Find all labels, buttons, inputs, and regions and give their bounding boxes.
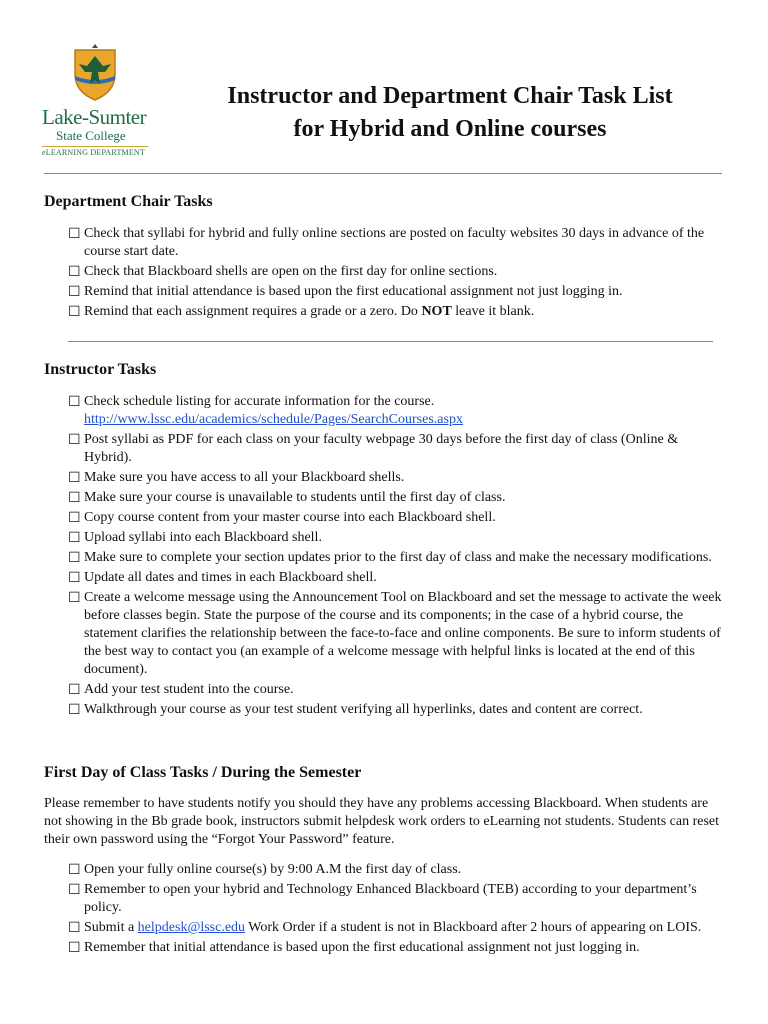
logo-line-state-college: State College — [56, 128, 126, 143]
list-item — [68, 589, 728, 679]
checkbox-icon[interactable]: ☐ — [68, 941, 81, 956]
checkbox-icon[interactable]: ☐ — [68, 883, 81, 898]
item-text: Check schedule listing for accurate information for the course. — [84, 394, 435, 409]
checkbox-icon[interactable]: ☐ — [68, 591, 81, 606]
item-text: Remember that initial attendance is based upon the first educational assignment not just logging in. — [84, 940, 640, 955]
schedule-link[interactable]: http://www.lssc.edu/academics/schedule/Pages/SearchCourses.aspx — [84, 412, 463, 427]
college-logo — [42, 44, 152, 157]
item-text: Remember to open your hybrid and Technology Enhanced Blackboard (TEB) according to your department’s policy. — [84, 882, 697, 915]
item-text: Make sure to complete your section updates prior to the first day of class and make the necessary modifications. — [84, 550, 712, 565]
logo-divider — [42, 146, 148, 147]
checkbox-icon[interactable]: ☐ — [68, 227, 81, 242]
item-text: Create a welcome message using the Announcement Tool on Blackboard and set the message to activate the week before classes begin. State the purpose of the course and its components; in the case of a hybrid course, the statement clarifies the relationship between the face-to-face and online components. Be sure to inform students of the best way to contact you (an example of a welcome message with helpful links is located at the end of this document). — [84, 590, 722, 677]
helpdesk-email-link[interactable]: helpdesk@lssc.edu — [137, 920, 246, 935]
checkbox-icon[interactable]: ☐ — [68, 491, 81, 506]
item-text: Make sure your course is unavailable to students until the first day of class. — [84, 490, 506, 505]
checkbox-icon[interactable]: ☐ — [68, 703, 81, 718]
logo-line-lake-sumter: Lake-Sumter — [42, 105, 147, 129]
instructor-heading: Instructor Tasks — [44, 361, 157, 378]
first-day-task-list — [68, 861, 728, 959]
item-text: Walkthrough your course as your test student verifying all hyperlinks, dates and content are correct. — [84, 702, 643, 717]
list-item — [68, 529, 728, 547]
item-text: Copy course content from your master course into each Blackboard shell. — [84, 510, 496, 525]
checkbox-icon[interactable]: ☐ — [68, 285, 81, 300]
list-item — [68, 431, 728, 467]
document-title — [170, 80, 730, 146]
first-day-paragraph: Please remember to have students notify you should they have any problems accessing Blackboard. When students are not showing in the Bb grade book, instructors submit helpdesk work orders to eLearning not students. Students can reset their own password using the “Forgot Your Password” feature. — [44, 796, 720, 847]
item-text: Make sure you have access to all your Blackboard shells. — [84, 470, 405, 485]
list-item — [68, 701, 728, 719]
title-line-2: for Hybrid and Online courses — [293, 116, 607, 142]
list-item — [68, 225, 728, 261]
list-item — [68, 509, 728, 527]
checkbox-icon[interactable]: ☐ — [68, 571, 81, 586]
section-divider — [68, 341, 713, 342]
title-divider — [44, 173, 722, 174]
list-item — [68, 303, 728, 321]
checkbox-icon[interactable]: ☐ — [68, 683, 81, 698]
item-text: Update all dates and times in each Blackboard shell. — [84, 570, 377, 585]
item-text: Upload syllabi into each Blackboard shell. — [84, 530, 322, 545]
list-item — [68, 861, 728, 879]
checkbox-icon[interactable]: ☐ — [68, 863, 81, 878]
checkbox-icon[interactable]: ☐ — [68, 305, 81, 320]
checkbox-icon[interactable]: ☐ — [68, 511, 81, 526]
item-text: Submit a helpdesk@lssc.edu Work Order if a student is not in Blackboard after 2 hours of appearing on LOIS. — [84, 920, 702, 935]
item-text: Post syllabi as PDF for each class on your faculty webpage 30 days before the first day of class (Online & Hybrid). — [84, 432, 679, 465]
title-line-1: Instructor and Department Chair Task List — [227, 83, 673, 109]
list-item — [68, 393, 728, 429]
instructor-task-list — [68, 393, 728, 721]
item-text: Check that Blackboard shells are open on the first day for online sections. — [84, 264, 498, 279]
list-item — [68, 283, 728, 301]
checkbox-icon[interactable]: ☐ — [68, 265, 81, 280]
list-item — [68, 263, 728, 281]
item-text: Remind that initial attendance is based upon the first educational assignment not just logging in. — [84, 284, 623, 299]
checkbox-icon[interactable]: ☐ — [68, 551, 81, 566]
item-text: Check that syllabi for hybrid and fully online sections are posted on faculty websites 30 days in advance of the course start date. — [84, 226, 705, 259]
list-item — [68, 881, 728, 917]
list-item — [68, 919, 728, 937]
checkbox-icon[interactable]: ☐ — [68, 395, 81, 410]
logo-line-elearning: eLEARNING DEPARTMENT — [42, 148, 145, 157]
item-text: Open your fully online course(s) by 9:00 A.M the first day of class. — [84, 862, 462, 877]
checkbox-icon[interactable]: ☐ — [68, 921, 81, 936]
checkbox-icon[interactable]: ☐ — [68, 433, 81, 448]
list-item — [68, 549, 728, 567]
list-item — [68, 569, 728, 587]
item-text: Remind that each assignment requires a grade or a zero. Do NOT leave it blank. — [84, 304, 535, 319]
checkbox-icon[interactable]: ☐ — [68, 531, 81, 546]
item-text: Add your test student into the course. — [84, 682, 294, 697]
list-item — [68, 939, 728, 957]
dept-chair-heading: Department Chair Tasks — [44, 193, 213, 210]
list-item — [68, 489, 728, 507]
list-item — [68, 469, 728, 487]
emphasis-not: NOT — [421, 304, 452, 319]
list-item — [68, 681, 728, 699]
eagle-shield-icon — [72, 44, 118, 102]
dept-chair-task-list — [68, 225, 728, 323]
checkbox-icon[interactable]: ☐ — [68, 471, 81, 486]
first-day-heading: First Day of Class Tasks / During the Semester — [44, 764, 362, 781]
